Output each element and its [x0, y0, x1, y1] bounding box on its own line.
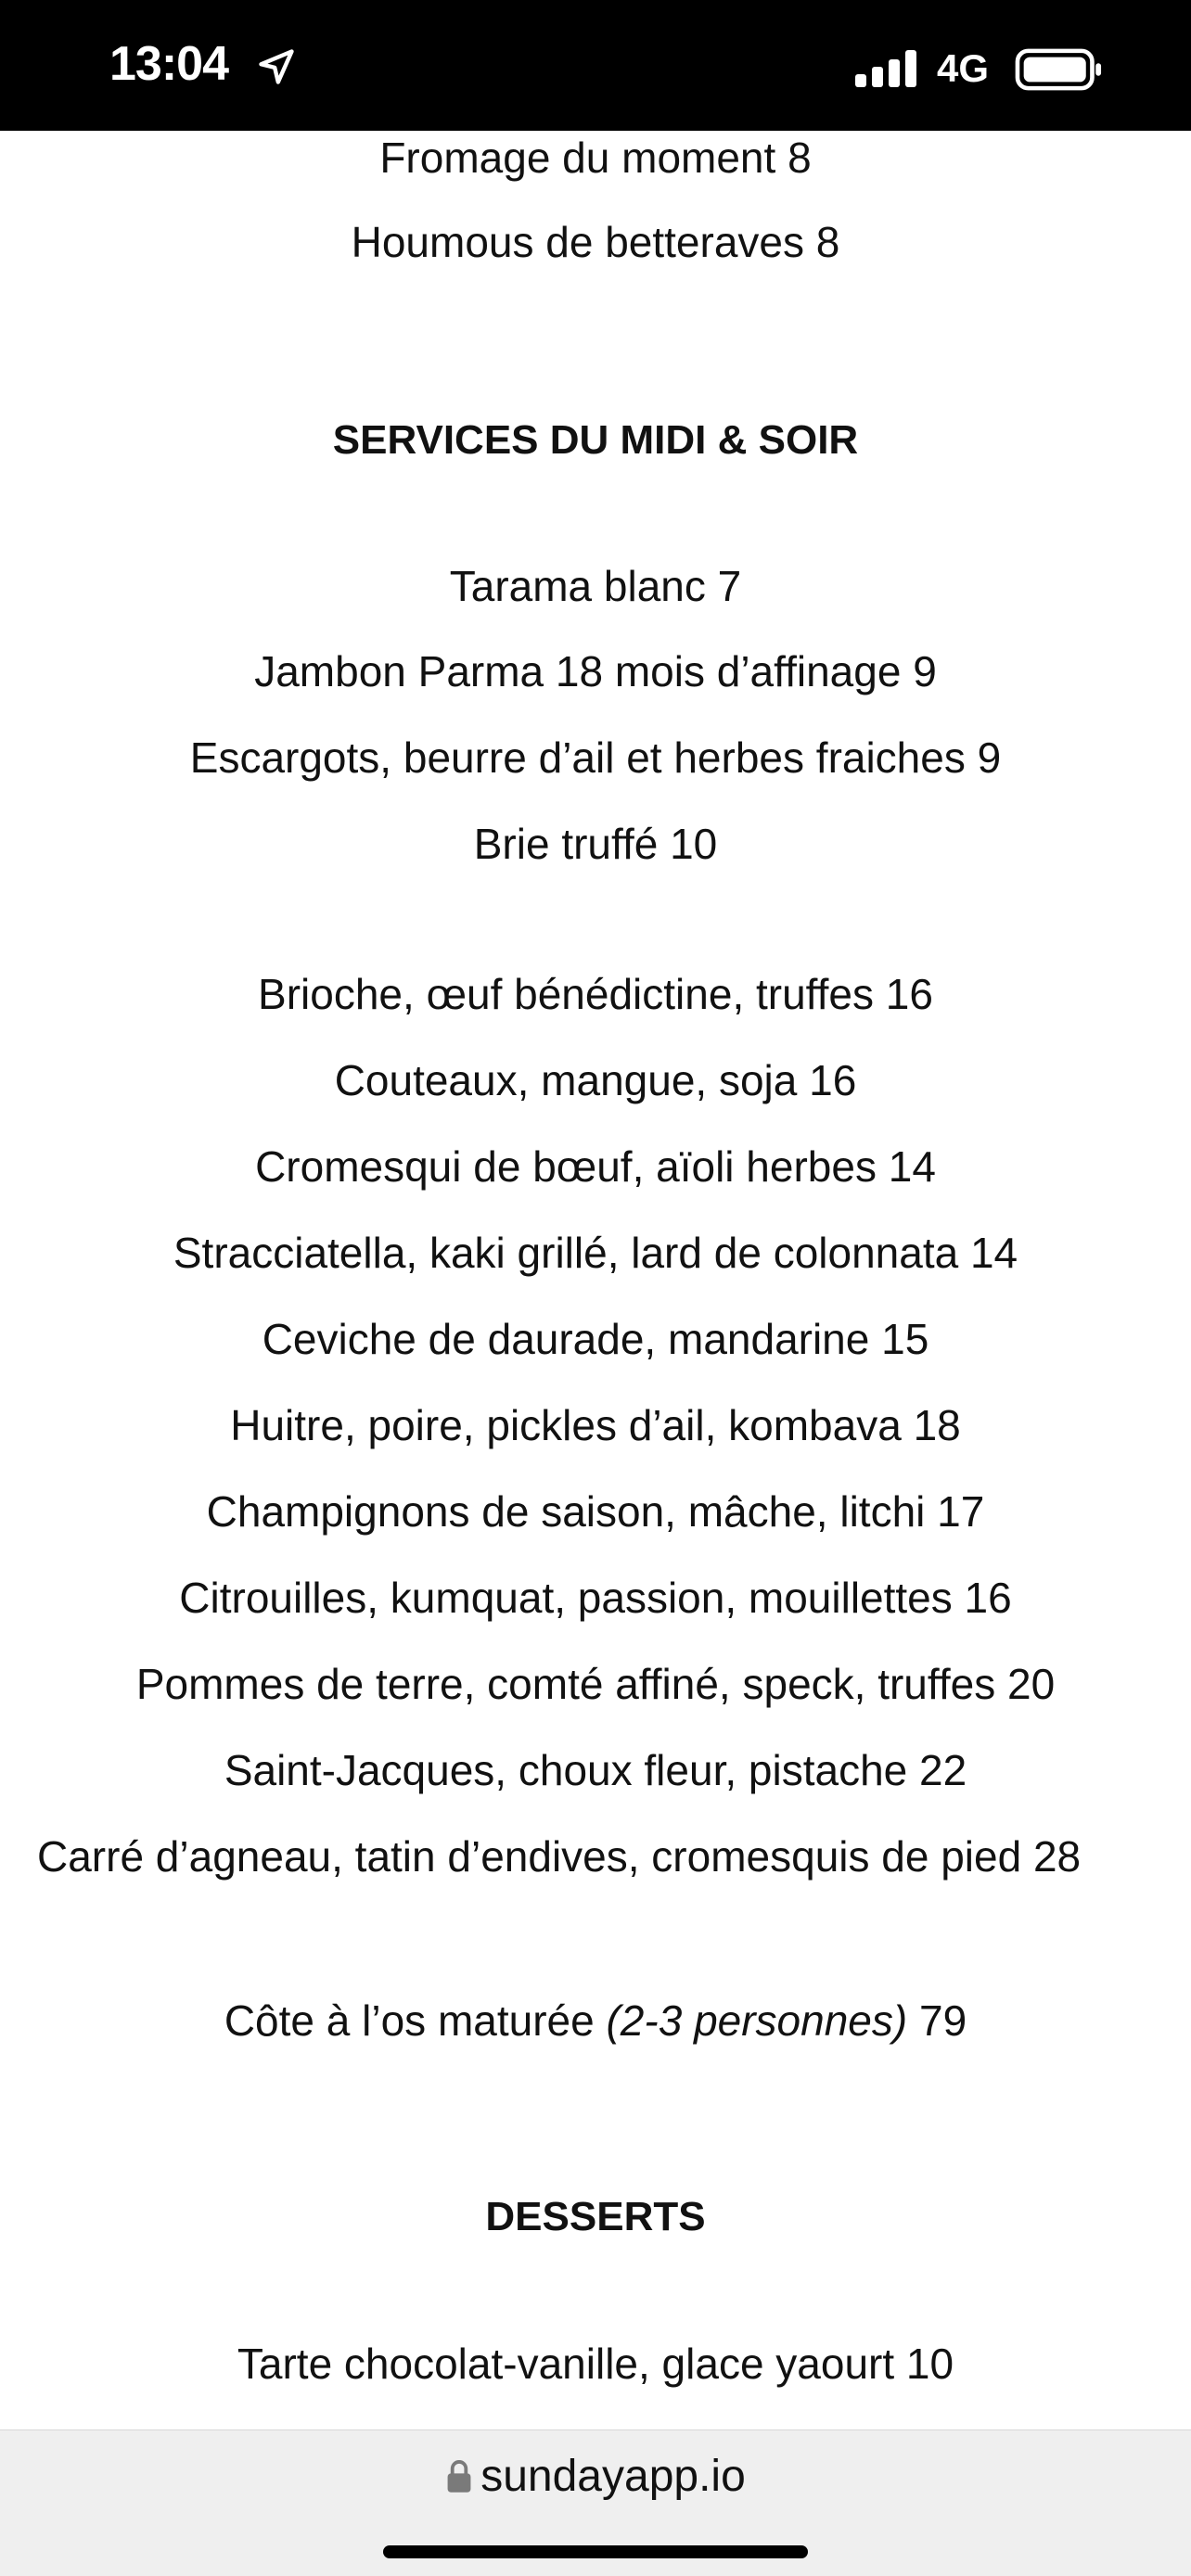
lock-icon: [445, 2459, 473, 2494]
menu-item: Huitre, poire, pickles d’ail, kombava 18: [230, 1401, 961, 1449]
signal-bars-icon: [855, 50, 918, 87]
menu-item: Brie truffé 10: [473, 820, 718, 868]
menu-item: Brioche, œuf bénédictine, truffes 16: [258, 970, 933, 1018]
menu-item: Escargots, beurre d’ail et herbes fraiches 9: [189, 733, 1002, 782]
menu-item: Citrouilles, kumquat, passion, mouillettes 16: [179, 1574, 1012, 1622]
menu-item: Tarama blanc 7: [449, 562, 742, 610]
section-heading-services: SERVICES DU MIDI & SOIR: [332, 417, 859, 463]
sharing-item-note: (2-3 personnes): [606, 1996, 908, 2045]
status-time: 13:04: [109, 37, 228, 91]
menu-item: Couteaux, mangue, soja 16: [334, 1056, 857, 1104]
status-bar: [0, 0, 1191, 131]
url-text[interactable]: sundayapp.io: [480, 2452, 746, 2501]
network-type-label: 4G: [937, 46, 990, 90]
menu-item: Fromage du moment 8: [379, 134, 812, 182]
menu-document[interactable]: [0, 131, 1191, 2429]
menu-item: Pommes de terre, comté affiné, speck, truffes 20: [135, 1660, 1056, 1708]
sharing-item-name: Côte à l’os maturée: [224, 1996, 595, 2045]
home-indicator[interactable]: [383, 2545, 808, 2558]
location-arrow-icon: [256, 46, 297, 87]
menu-item: Saint-Jacques, choux fleur, pistache 22: [224, 1746, 967, 1794]
sharing-item-price: 79: [918, 1996, 967, 2045]
menu-item-sharing: [0, 1991, 1191, 2050]
menu-item: Jambon Parma 18 mois d’affinage 9: [254, 647, 937, 695]
menu-item: Stracciatella, kaki grillé, lard de colonnata 14: [173, 1229, 1018, 1277]
menu-item: Ceviche de daurade, mandarine 15: [262, 1315, 929, 1363]
battery-icon: [1015, 48, 1104, 91]
menu-item: Tarte chocolat-vanille, glace yaourt 10: [237, 2340, 954, 2388]
menu-item: Carré d’agneau, tatin d’endives, cromesquis de pied 28: [37, 1832, 1082, 1881]
menu-item: Houmous de betteraves 8: [351, 218, 840, 266]
browser-bottom-bar: [0, 2429, 1191, 2576]
section-heading-desserts: DESSERTS: [485, 2194, 706, 2239]
menu-item: Cromesqui de bœuf, aïoli herbes 14: [255, 1142, 936, 1191]
address-bar[interactable]: [0, 2449, 1191, 2523]
menu-item: Champignons de saison, mâche, litchi 17: [206, 1487, 985, 1536]
